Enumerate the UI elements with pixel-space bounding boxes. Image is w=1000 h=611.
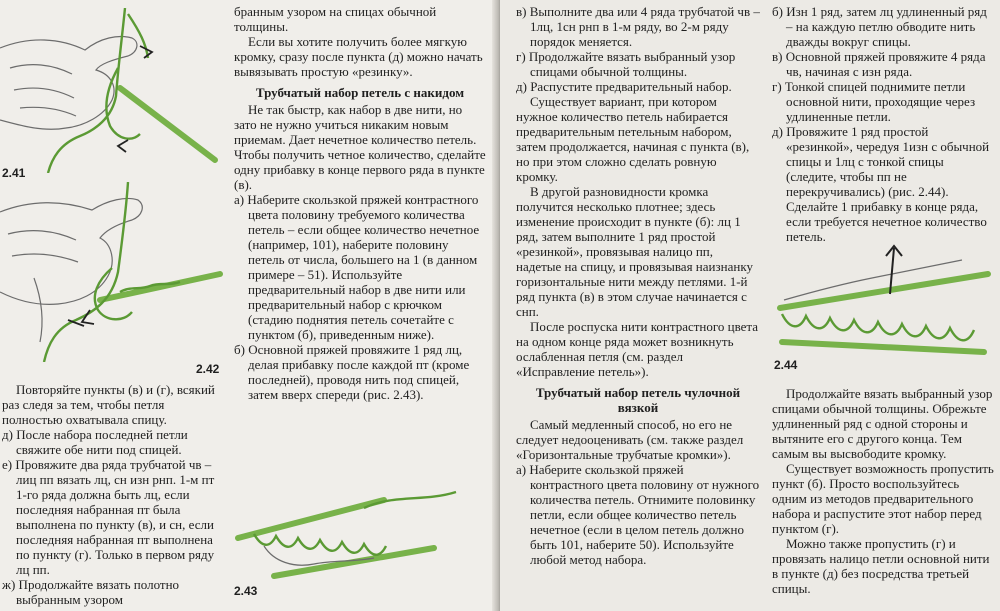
figure-2-44: [772, 234, 994, 359]
paragraph: В другой разновидности кромка получится несколько плотнее; здесь изменение происходит в пункте (б): лц 1 ряд, затем выполните 1 ряд простой «резинкой», провязывая налицо пп, надетые на спицу, и провязывая наизнанку горизонтальные нити между петлями. 1-й ряд пункта (в) в этом случае начинается с снп.: [516, 184, 753, 319]
left-page: [0, 0, 496, 611]
paragraph: бранным узором на спицах обычной толщины.: [234, 4, 437, 34]
text-column-d: [772, 4, 994, 244]
needle-line: [100, 274, 220, 300]
paragraph: После роспуска нити контрастного цвета на одном конце ряда может возникнуть ослабленная петля (см. раздел «Исправление петель»).: [516, 319, 759, 379]
list-item: в) Выполните два или 4 ряда трубчатой чв – 1лц, 1сн рнп в 1-м ряду, во 2-м ряду порядок меняется.: [516, 4, 760, 49]
needle-line: [780, 274, 988, 308]
paragraph: Повторяйте пункты (в) и (г), всякий раз следя за тем, чтобы петля полностью охватывала спицу.: [2, 382, 215, 427]
needle-line: [120, 88, 215, 160]
figure-number: 2.43: [234, 584, 258, 598]
needle-line: [238, 500, 384, 538]
list-item: д) После набора последней петли свяжите обе нити под спицей.: [2, 427, 188, 457]
figure-number: 2.41: [2, 166, 26, 180]
figure-2-43: [234, 488, 484, 588]
list-item: а) Наберите скользкой пряжей контрастного цвета половину требуемого количества петель – если общее количество нечетное (например, 101), наберите половину петель от числа, большего на 1 (в данном примере – 51). Используйте предварительный набор в две нити или предварительный набор с крючком (стадию поднятия петель сочетайте с пунктом (б), приведенным ниже).: [234, 192, 480, 342]
yarn-strand: [44, 182, 128, 362]
text-column-d-continued: [772, 386, 994, 596]
list-item: б) Изн 1 ряд, затем лц удлиненный ряд – на каждую петлю обводите нить дважды вокруг спицы.: [772, 4, 987, 49]
paragraph: Не так быстр, как набор в две нити, но зато не нужно учиться никаким новым приемам. Дает нечетное количество петель. Чтобы получить четное количество, сделайте одну прибавку в конце первого ряда в пункте (в).: [234, 102, 486, 192]
list-item: д) Провяжите 1 ряд простой «резинкой», чередуя 1изн с обычной спицы и 1лц с тонкой спицы (следите, чтобы пп не перекручивались) (рис. 2.44). Сделайте 1 прибавку в конце ряда, если требуется нечетное количество петель.: [772, 124, 990, 244]
needle-line: [782, 342, 984, 352]
list-item: б) Основной пряжей провяжите 1 ряд лц, делая прибавку после каждой пт (кроме последней), проводя нить под спицей, затем вверх спереди (рис. 2.43).: [234, 342, 470, 402]
text-column-c: [516, 4, 760, 567]
paragraph: Продолжайте вязать выбранный узор спицами обычной толщины. Обрежьте удлиненный ряд с одной стороны и вытяните его с другого конца. Тем самым вы высвободите кромку.: [772, 386, 993, 461]
list-item: г) Продолжайте вязать выбранный узор спицами обычной толщины.: [516, 49, 736, 79]
paragraph: Если вы хотите получить более мягкую кромку, сразу после пункта (д) можно начать вывязывать простую «резинку».: [234, 34, 483, 79]
list-item: д) Распустите предварительный набор.: [516, 79, 732, 94]
paragraph: Самый медленный способ, но его не следует недооценивать (см. также раздел «Горизонтальные трубчатые кромки»).: [516, 417, 744, 462]
figure-number: 2.42: [196, 362, 220, 376]
right-page: [500, 0, 1000, 611]
section-heading: Трубчатый набор петель с накидом: [255, 85, 465, 100]
figure-number: 2.44: [774, 358, 798, 372]
section-heading: Трубчатый набор петель чулочной вязкой: [535, 385, 741, 415]
list-item: а) Наберите скользкой пряжей контрастного цвета половину от нужного количества петель. Отнимите половинку петли, если общее количество петель нечетное (если в целом петель должно быть 101, наберите 50). Используйте любой метод набора.: [516, 462, 760, 567]
list-item: ж) Продолжайте вязать полотно выбранным узором: [2, 577, 180, 607]
list-item: в) Основной пряжей провяжите 4 ряда чв, начиная с изн ряда.: [772, 49, 986, 79]
paragraph: Существует вариант, при котором нужное количество петель набирается предварительным петельным набором, затем продолжается, начиная с пункта (в), но при этом сложно сделать ровную кромку.: [516, 94, 750, 184]
yarn-strand: [782, 314, 974, 340]
text-column-b: [234, 4, 486, 402]
list-item: е) Провяжите два ряда трубчатой чв – лиц пп вязать лц, сн изн рнп. 1-м пт 1-го ряда должна быть лц, если последняя набранная пт была выполнена по пункту (в), и сн, если последняя набранная пт выполнена по пункту (г). Только в первом ряду лц пп.: [2, 457, 215, 577]
paragraph: Можно также пропустить (г) и провязать налицо петли основной нити в пункте (д) без посредства третьей спицы.: [772, 536, 990, 596]
list-item: г) Тонкой спицей поднимите петли основной нити, проходящие через удлиненные петли.: [772, 79, 976, 124]
text-column-a: [2, 382, 224, 607]
paragraph: Существует возможность пропустить пункт (б). Просто воспользуйтесь одним из методов предварительного набора и распустите этот набор перед пунктом (г).: [772, 461, 994, 536]
yarn-strand: [48, 8, 125, 173]
figure-2-41: [0, 8, 230, 173]
yarn-strand: [254, 534, 386, 555]
figure-2-42: [0, 182, 230, 362]
